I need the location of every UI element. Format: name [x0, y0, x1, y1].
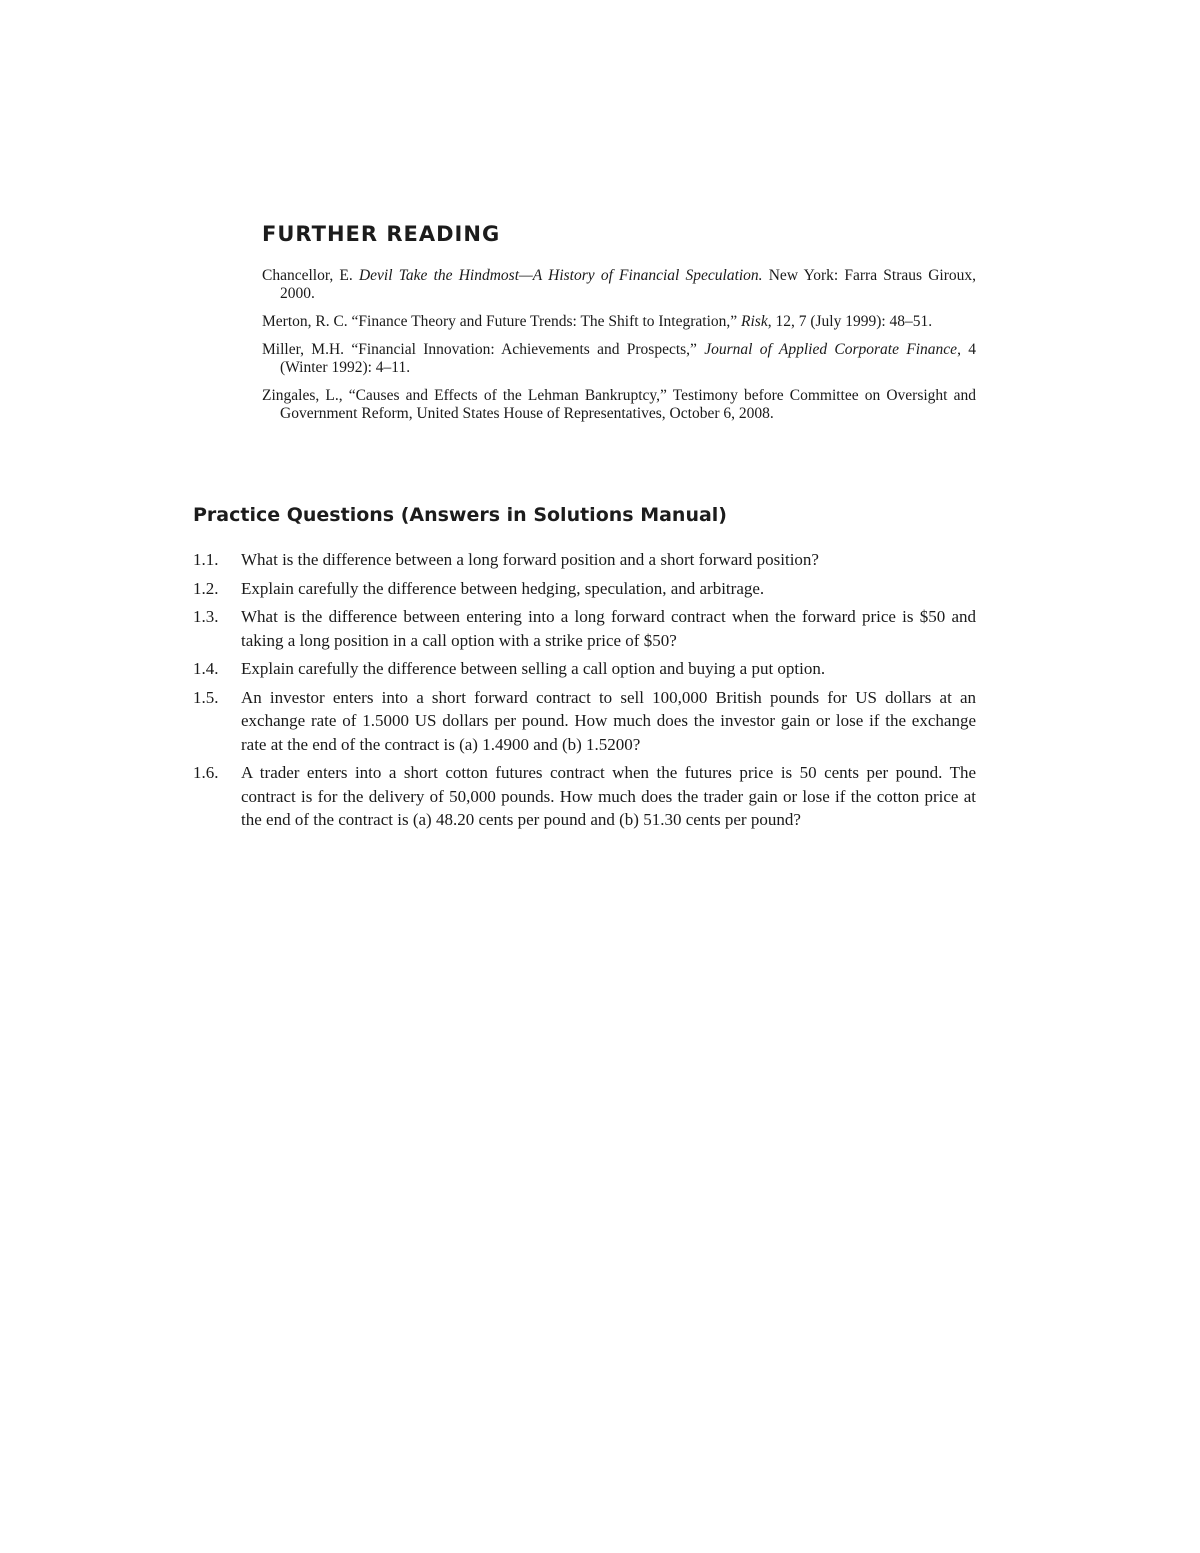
reference-text: Miller, M.H. “Financial Innovation: Achievements and Prospects,”	[262, 341, 705, 358]
question-text: A trader enters into a short cotton futures contract when the futures price is 50 cents per pound. The contract is for the delivery of 50,000 pounds. How much does the trader gain or lose if the cotton price at the end of the contract is (a) 48.20 cents per pound and (b) 51.30 cents per pound?	[241, 763, 976, 829]
question-item	[193, 657, 976, 681]
question-item	[193, 761, 976, 832]
question-item	[193, 605, 976, 652]
practice-questions-heading: Practice Questions (Answers in Solutions Manual)	[193, 504, 727, 526]
question-number: 1.5.	[193, 687, 219, 707]
question-number: 1.3.	[193, 607, 219, 626]
question-number: 1.1.	[193, 550, 219, 569]
reference-item	[262, 267, 976, 303]
question-text: What is the difference between entering into a long forward contract when the forward price is $50 and taking a long position in a call option with a strike price of $50?	[241, 607, 976, 650]
question-text: Explain carefully the difference between hedging, speculation, and arbitrage.	[241, 578, 765, 598]
reference-text: , 4 (Winter 1992): 4–11.	[280, 341, 976, 376]
reference-item	[262, 341, 976, 377]
question-text: What is the difference between a long forward position and a short forward position?	[241, 550, 819, 569]
practice-questions-section	[193, 504, 976, 837]
question-list	[193, 548, 976, 832]
reference-item	[262, 313, 976, 331]
reference-title: Devil Take the Hindmost—A History of Financial Speculation.	[358, 267, 763, 284]
reference-text: , 12, 7 (July 1999): 48–51.	[767, 313, 933, 330]
reference-text: Zingales, L., “Causes and Effects of the Lehman Bankruptcy,” Testimony before Committee on Oversight and Government Reform, United States House of Representatives, October 6, 2008.	[262, 387, 976, 422]
reference-item	[262, 387, 976, 423]
question-text: An investor enters into a short forward contract to sell 100,000 British pounds for US dollars at an exchange rate of 1.5000 US dollars per pound. How much does the investor gain or lose if the exchange rate at the end of the contract is (a) 1.4900 and (b) 1.5200?	[241, 687, 976, 754]
reference-list	[262, 267, 976, 423]
question-number: 1.4.	[193, 659, 219, 678]
question-number: 1.6.	[193, 763, 219, 782]
reference-title: Journal of Applied Corporate Finance	[704, 341, 958, 358]
question-text: Explain carefully the difference between selling a call option and buying a put option.	[241, 659, 826, 678]
question-item	[193, 577, 976, 601]
further-reading-heading: FURTHER READING	[262, 222, 501, 246]
reference-text: Chancellor, E.	[262, 267, 359, 284]
reference-title: Risk	[741, 313, 768, 330]
question-item	[193, 686, 976, 757]
question-item	[193, 548, 976, 572]
question-number: 1.2.	[193, 578, 219, 598]
reference-text: New York: Farra Straus Giroux, 2000.	[280, 267, 976, 302]
reference-text: Merton, R. C. “Finance Theory and Future Trends: The Shift to Integration,”	[262, 313, 742, 330]
further-reading-section	[262, 222, 976, 433]
